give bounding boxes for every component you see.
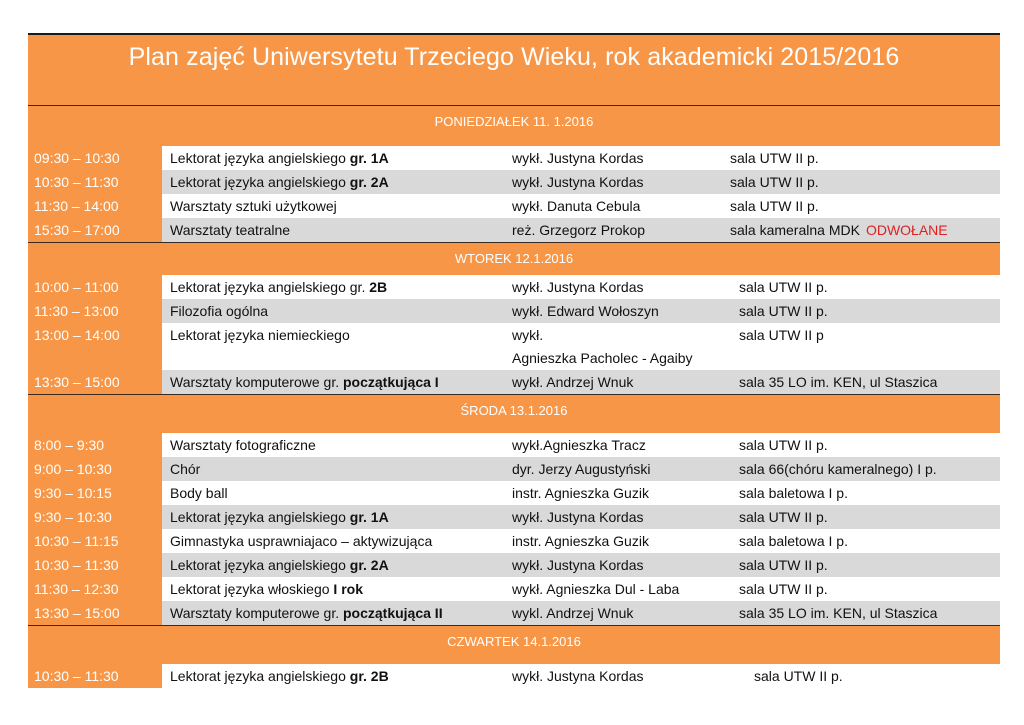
time-cell: 11:30 – 13:00 [28, 299, 162, 323]
lecturer-text: dyr. Jerzy Augustyński [512, 461, 651, 477]
room-cell [730, 505, 1000, 529]
subject-group: gr. 2A [349, 174, 389, 190]
page-title: Plan zajęć Uniwersytetu Trzeciego Wieku, rok akademicki 2015/2016 [128, 43, 900, 71]
lecturer-cell [512, 218, 730, 242]
lecturer-text: wykł. Justyna Kordas [512, 150, 644, 166]
time-cell: 15:30 – 17:00 [28, 218, 162, 242]
lecturer-cell [512, 146, 730, 170]
room-text: sala baletowa I p. [739, 533, 848, 549]
schedule-row [28, 601, 1000, 625]
time-cell: 09:30 – 10:30 [28, 146, 162, 170]
time-cell: 13:00 – 14:00 [28, 323, 162, 370]
room-cell [730, 601, 1000, 625]
subject-text: Chór [170, 461, 201, 477]
room-cell [730, 529, 1000, 553]
room-text: sala UTW II p. [739, 279, 828, 295]
schedule-row [28, 664, 1000, 688]
schedule-row [28, 170, 1000, 194]
row-details [162, 218, 1000, 242]
subject-text: Lektorat języka angielskiego [170, 668, 350, 684]
time-cell: 11:30 – 14:00 [28, 194, 162, 218]
lecturer-text: wykł. Justyna Kordas [512, 509, 644, 525]
schedule-row [28, 553, 1000, 577]
room-text: sala UTW II p [739, 327, 824, 343]
lecturer-text: wykł. Danuta Cebula [512, 198, 641, 214]
time-cell: 10:30 – 11:30 [28, 664, 162, 688]
row-details [162, 275, 1000, 299]
room-cell [730, 323, 1000, 370]
time-cell: 10:30 – 11:30 [28, 553, 162, 577]
lecturer-cell [512, 481, 730, 505]
day-header: ŚRODA 13.1.2016 [28, 395, 1000, 433]
time-cell: 10:30 – 11:15 [28, 529, 162, 553]
room-text: sala UTW II p. [739, 557, 828, 573]
schedule-row [28, 194, 1000, 218]
subject-cell [162, 553, 512, 577]
time-cell: 9:00 – 10:30 [28, 457, 162, 481]
lecturer-cell [512, 194, 730, 218]
time-cell: 10:00 – 11:00 [28, 275, 162, 299]
schedule-row [28, 275, 1000, 299]
lecturer-name: Agnieszka Pacholec - Agaiby [512, 350, 693, 366]
schedule-row [28, 505, 1000, 529]
lecturer-text: instr. Agnieszka Guzik [512, 485, 649, 501]
lecturer-cell [512, 275, 730, 299]
room-cell [730, 299, 1000, 323]
subject-cell [162, 170, 512, 194]
room-cell [730, 370, 1000, 394]
room-cell [730, 457, 1000, 481]
lecturer-cell [512, 370, 730, 394]
subject-group: gr. 1A [349, 509, 389, 525]
row-details [162, 323, 1000, 370]
row-details [162, 146, 1000, 170]
subject-text: Lektorat języka angielskiego [170, 557, 350, 573]
schedule-row [28, 299, 1000, 323]
lecturer-text: wykł. Justyna Kordas [512, 279, 644, 295]
room-text: sala 35 LO im. KEN, ul Staszica [739, 605, 938, 621]
row-details [162, 433, 1000, 457]
row-details [162, 481, 1000, 505]
row-details [162, 370, 1000, 394]
lecturer-text: reż. Grzegorz Prokop [512, 222, 646, 238]
subject-group: gr. 2A [349, 557, 389, 573]
lecturer-cell [512, 577, 730, 601]
row-details [162, 601, 1000, 625]
schedule-row [28, 433, 1000, 457]
day-block [28, 394, 1000, 625]
room-text: sala UTW II p. [739, 437, 828, 453]
lecturer-text: wykł. [512, 327, 544, 343]
room-cell [730, 664, 1000, 688]
row-details [162, 299, 1000, 323]
schedule-row [28, 481, 1000, 505]
room-text: sala 35 LO im. KEN, ul Staszica [739, 374, 938, 390]
lecturer-text: wykł.Agnieszka Tracz [512, 437, 646, 453]
row-details [162, 664, 1000, 688]
subject-group: I rok [333, 581, 363, 597]
room-text: sala UTW II p. [730, 150, 819, 166]
lecturer-cell [512, 299, 730, 323]
day-header: CZWARTEK 14.1.2016 [28, 626, 1000, 664]
row-details [162, 529, 1000, 553]
time-cell: 9:30 – 10:30 [28, 505, 162, 529]
lecturer-text: wykł. Justyna Kordas [512, 174, 644, 190]
time-cell: 13:30 – 15:00 [28, 370, 162, 394]
subject-text: Warsztaty komputerowe gr. [170, 374, 343, 390]
room-cell [730, 275, 1000, 299]
room-cell [730, 170, 1000, 194]
subject-text: Lektorat języka angielskiego [170, 174, 350, 190]
subject-group: 2B [369, 279, 388, 295]
subject-cell [162, 146, 512, 170]
subject-group: gr. 2B [349, 668, 389, 684]
lecturer-cell [512, 433, 730, 457]
lecturer-text: wykł. Andrzej Wnuk [512, 374, 634, 390]
row-details [162, 505, 1000, 529]
row-details [162, 457, 1000, 481]
room-text: sala 66(chóru kameralnego) I p. [739, 461, 937, 477]
subject-cell [162, 218, 512, 242]
day-block [28, 242, 1000, 394]
subject-text: Lektorat języka angielskiego [170, 150, 350, 166]
subject-text: Warsztaty sztuki użytkowej [170, 198, 337, 214]
room-cell [730, 481, 1000, 505]
row-details [162, 553, 1000, 577]
room-text: sala UTW II p. [754, 668, 843, 684]
lecturer-text: wykł. Agnieszka Dul - Laba [512, 581, 680, 597]
lecturer-cell [512, 601, 730, 625]
row-details [162, 194, 1000, 218]
lecturer-text: wykł. Justyna Kordas [512, 668, 644, 684]
room-cell [730, 218, 1000, 242]
day-header: WTOREK 12.1.2016 [28, 243, 1000, 275]
cancelled-badge: ODWOŁANE [865, 222, 948, 238]
lecturer-text: wykł. Edward Wołoszyn [512, 303, 659, 319]
room-text: sala kameralna MDK [730, 222, 860, 238]
subject-cell [162, 529, 512, 553]
schedule-sheet [28, 33, 1000, 688]
lecturer-cell [512, 457, 730, 481]
title-bar [28, 33, 1000, 105]
schedule-days [28, 105, 1000, 688]
subject-text: Gimnastyka usprawniajaco – aktywizująca [170, 533, 433, 549]
room-text: sala UTW II p. [739, 509, 828, 525]
row-details [162, 170, 1000, 194]
day-block [28, 625, 1000, 688]
lecturer-cell [512, 553, 730, 577]
schedule-row [28, 323, 1000, 370]
subject-cell [162, 370, 512, 394]
room-text: sala UTW II p. [730, 198, 819, 214]
time-cell: 8:00 – 9:30 [28, 433, 162, 457]
row-details [162, 577, 1000, 601]
room-text: sala UTW II p. [730, 174, 819, 190]
subject-text: Lektorat języka włoskiego [170, 581, 334, 597]
room-cell [730, 433, 1000, 457]
subject-text: Lektorat języka niemieckiego [170, 327, 350, 343]
subject-cell [162, 505, 512, 529]
subject-cell [162, 299, 512, 323]
schedule-row [28, 146, 1000, 170]
subject-cell [162, 481, 512, 505]
room-cell [730, 577, 1000, 601]
lecturer-cell [512, 170, 730, 194]
subject-text: Filozofia ogólna [170, 303, 269, 319]
subject-cell [162, 664, 512, 688]
room-text: sala UTW II p. [739, 303, 828, 319]
subject-cell [162, 457, 512, 481]
subject-cell [162, 323, 512, 370]
time-cell: 13:30 – 15:00 [28, 601, 162, 625]
room-text: sala baletowa I p. [739, 485, 848, 501]
room-cell [730, 146, 1000, 170]
lecturer-cell [512, 664, 730, 688]
lecturer-text: wykł. Justyna Kordas [512, 557, 644, 573]
subject-group: początkująca I [342, 374, 439, 390]
subject-text: Warsztaty fotograficzne [170, 437, 316, 453]
day-block [28, 105, 1000, 242]
lecturer-cell [512, 505, 730, 529]
subject-text: Body ball [170, 485, 228, 501]
room-cell [730, 553, 1000, 577]
schedule-row [28, 370, 1000, 394]
subject-text: Lektorat języka angielskiego gr. [170, 279, 370, 295]
schedule-row [28, 457, 1000, 481]
lecturer-text: instr. Agnieszka Guzik [512, 533, 649, 549]
lecturer-cell [512, 529, 730, 553]
room-text: sala UTW II p. [739, 581, 828, 597]
room-cell [730, 194, 1000, 218]
subject-group: gr. 1A [349, 150, 389, 166]
time-cell: 10:30 – 11:30 [28, 170, 162, 194]
time-cell: 11:30 – 12:30 [28, 577, 162, 601]
time-cell: 9:30 – 10:15 [28, 481, 162, 505]
subject-cell [162, 275, 512, 299]
day-header: PONIEDZIAŁEK 11. 1.2016 [28, 106, 1000, 146]
subject-cell [162, 433, 512, 457]
subject-cell [162, 577, 512, 601]
subject-text: Warsztaty teatralne [170, 222, 291, 238]
lecturer-cell [512, 323, 730, 370]
subject-text: Warsztaty komputerowe gr. [170, 605, 343, 621]
subject-cell [162, 601, 512, 625]
schedule-row [28, 529, 1000, 553]
schedule-row [28, 218, 1000, 242]
schedule-row [28, 577, 1000, 601]
lecturer-text: wykl. Andrzej Wnuk [512, 605, 634, 621]
subject-text: Lektorat języka angielskiego [170, 509, 350, 525]
subject-group: początkująca II [342, 605, 443, 621]
subject-cell [162, 194, 512, 218]
